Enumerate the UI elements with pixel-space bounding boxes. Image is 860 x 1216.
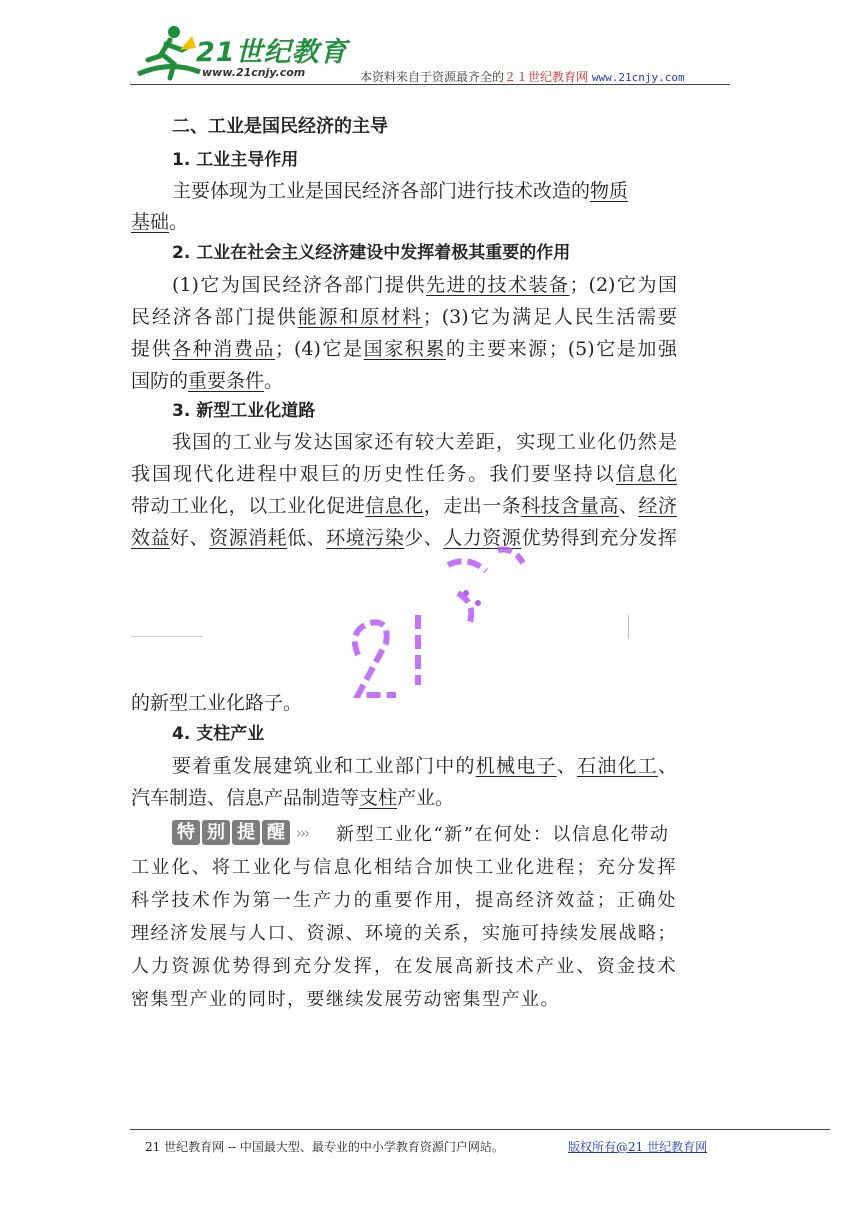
text-span: 。: [264, 370, 284, 392]
footer-text: 21 世纪教育网 -- 中国最大型、最专业的中小学教育资源门户网站。: [145, 1140, 504, 1154]
footer-divider: [130, 1129, 830, 1130]
header-brand: ２１世纪教育网: [504, 70, 589, 84]
text-span: 好、: [170, 527, 210, 549]
tip-line-3: 科学技术作为第一生产力的重要作用，提高经济效益；正确处: [131, 890, 677, 911]
text-span: 提供: [131, 338, 173, 360]
section-title: 二、工业是国民经济的主导: [172, 116, 388, 137]
text-span: ，走出一条: [423, 495, 522, 517]
paragraph-3-line-2: [131, 459, 677, 489]
header-note: [360, 68, 685, 85]
scan-artifact-tick: [628, 615, 629, 639]
paragraph-4-line-2: [131, 783, 677, 813]
scan-artifact-line: [131, 636, 203, 637]
underlined-term: 支柱: [359, 787, 398, 809]
underlined-term: 基础: [131, 211, 170, 233]
tip-badge: [172, 820, 292, 845]
header-note-prefix: 本资料来自于资源最齐全的: [360, 70, 505, 84]
tip-badge-char: 特: [172, 820, 200, 845]
subsection-1-title: 1. 工业主导作用: [172, 150, 299, 170]
text-span: 低、: [287, 527, 327, 549]
paragraph-2-line-4: [131, 366, 677, 396]
tip-line-6: 密集型产业的同时，要继续发展劳动密集型产业。: [131, 989, 560, 1010]
text-span: 汽车制造、信息产品制造等: [131, 787, 360, 809]
text-span: 带动工业化，以工业化促进: [131, 495, 366, 517]
text-span: 。: [169, 211, 189, 233]
text-span: 产业。: [397, 787, 455, 809]
watermark-graphic: [318, 535, 548, 710]
tip-arrows-icon: ›››: [296, 824, 308, 842]
paragraph-1-line-2: [131, 207, 677, 237]
underlined-term: 信息化: [365, 495, 424, 517]
underlined-term: 机械电子: [475, 755, 557, 777]
logo-text: 21世纪教育: [196, 37, 348, 68]
paragraph-1-line-1: [172, 176, 677, 206]
text-span: 、: [618, 495, 639, 517]
text-span: 优势得到充分发挥: [521, 527, 677, 549]
text-span: 国防的: [131, 370, 189, 392]
text-span: ；(3)它为满足人民生活需要: [422, 306, 677, 328]
paragraph-2-line-1: [172, 270, 677, 300]
underlined-term: 环境污染: [326, 527, 405, 549]
underlined-term: 资源消耗: [209, 527, 288, 549]
underlined-term: 物质: [590, 180, 629, 202]
text-span: 少、: [404, 527, 444, 549]
paragraph-3-line-1: 我国的工业与发达国家还有较大差距，实现工业化仍然是: [172, 431, 677, 453]
header-divider: [130, 84, 730, 85]
paragraph-2-line-2: [131, 302, 677, 332]
tip-line-2: 工业化、将工业化与信息化相结合加快工业化进程；充分发挥: [131, 857, 677, 878]
underlined-term: 石油化工: [576, 755, 658, 777]
underlined-term: 国家积累: [363, 338, 446, 360]
text-span: 、: [556, 755, 577, 777]
underlined-term: 信息化: [615, 463, 677, 485]
underlined-term: 重要条件: [188, 370, 265, 392]
footer-copyright-link[interactable]: 版权所有@21 世纪教育网: [568, 1140, 708, 1154]
text-span: ；(4)它是: [275, 338, 364, 360]
tip-badge-char: 别: [202, 820, 230, 845]
text-span: 的主要来源；(5)它是加强: [445, 338, 677, 360]
header-url-link[interactable]: www.21cnjy.com: [591, 71, 685, 84]
text-span: (1)它为国民经济各部门提供: [172, 274, 426, 296]
text-span: ；(2)它为国: [569, 274, 677, 296]
logo-url: www.21cnjy.com: [202, 66, 306, 79]
underlined-term: 科技含量高: [521, 495, 619, 517]
subsection-2-title: 2. 工业在社会主义经济建设中发挥着极其重要的作用: [172, 243, 571, 263]
text-span: 民经济各部门提供: [131, 306, 298, 328]
tip-badge-char: 提: [232, 820, 260, 845]
underlined-term: 人力资源: [443, 527, 522, 549]
text-span: 主要体现为工业是国民经济各部门进行技术改造的: [172, 180, 591, 202]
text-span: 要着重发展建筑业和工业部门中的: [172, 755, 476, 777]
subsection-3-title: 3. 新型工业化道路: [172, 401, 316, 421]
underlined-term: 能源和原材料: [297, 306, 423, 328]
tip-line-5: 人力资源优势得到充分发挥，在发展高新技术产业、资金技术: [131, 956, 677, 977]
underlined-term: 先进的技术装备: [426, 274, 570, 296]
tip-badge-char: 醒: [262, 820, 290, 845]
tip-line-4: 理经济发展与人口、资源、环境的关系，实施可持续发展战略；: [131, 923, 677, 944]
subsection-4-title: 4. 支柱产业: [172, 724, 265, 744]
underlined-term: 经济: [638, 495, 677, 517]
page-header: [130, 20, 730, 86]
paragraph-3-line-5: 的新型工业化路子。: [131, 692, 303, 714]
tip-line-1: 新型工业化“新”在何处：以信息化带动: [336, 824, 670, 845]
underlined-term: 各种消费品: [172, 338, 275, 360]
text-span: 我国现代化进程中艰巨的历史性任务。我们要坚持以: [131, 463, 616, 485]
underlined-term: 效益: [131, 527, 171, 549]
text-span: 、: [657, 755, 677, 777]
paragraph-3-line-3: [131, 491, 677, 521]
paragraph-4-line-1: [172, 751, 677, 781]
paragraph-2-line-3: [131, 334, 677, 364]
